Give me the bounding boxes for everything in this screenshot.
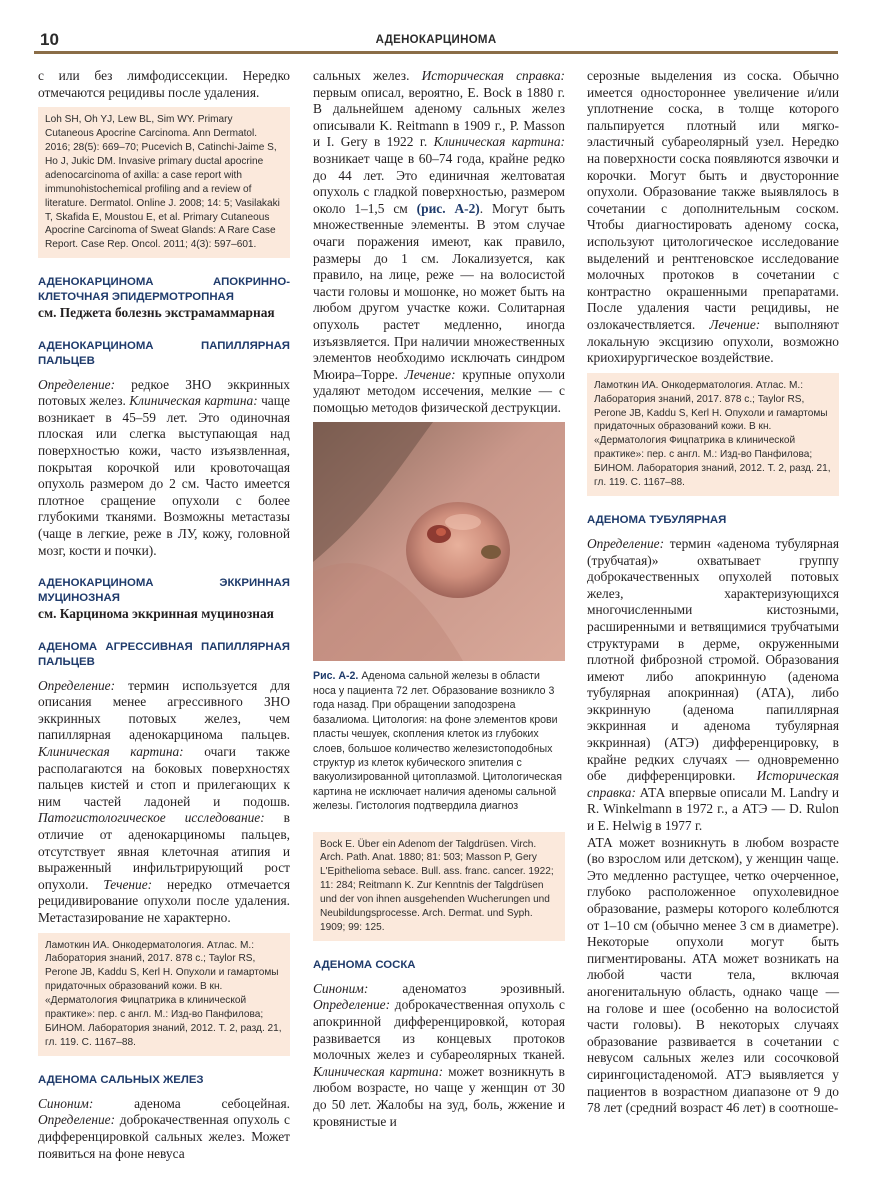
sebaceous-adenoma-photo [313, 422, 565, 661]
see-reference: см. Педжета болезнь экстрамаммарная [38, 305, 275, 321]
entry-heading: АДЕНОКАРЦИНОМА ПАПИЛЛЯРНАЯ ПАЛЬЦЕВ [38, 339, 290, 367]
figure-label: Рис. А-2. [313, 670, 359, 683]
label: Определение: [313, 997, 391, 1013]
paragraph: Определение: термин «аденома тубулярная (трубчатая)» охватывает группу доброкачественных опухолей потовых желез, характеризующихся многочисленными кистозными, расширенными и ветвящимися трубчатыми структурами в дерме, окруженными плотной фиброзной стромой. Образования имеют либо апокринную (аденома тубулярная апокринная) (АТА), либо эккринную (аденома папиллярная эккринная и аденома тубулярная эккринная) (АТЭ) дифференцировку, в крайне редких случаях — одновременно обе дифференцировки. Историческая справка: АТА впервые описали M. Landry и R. Winkelmann в 1972 г., а АТЭ — D. Rulon и E. Helwig в 1977 г. [587, 535, 839, 834]
see-reference: см. Карцинома эккринная муцинозная [38, 606, 274, 622]
label: Течение: [103, 876, 153, 892]
reference-box: Bock E. Über ein Adenom der Talgdrüsen. Virch. Arch. Path. Anat. 1880; 81: 503; Masson P, Gery L'Epithelioma sebace. Bull. ass. franc. cancer. 1922; 11: 284; Reitmann K. Zur Kenntnis der Talgdrüsen und der von ihnen ausgehenden Wucherungen und Neubildungsprocesse. Arch. Dermat. und Syph. 1909; 99: 125. [313, 832, 565, 941]
label: Лечение: [404, 366, 456, 382]
label: Определение: [38, 677, 116, 693]
label: Определение: [587, 535, 665, 551]
label: Синоним: [313, 980, 369, 996]
figure-caption: Рис. А-2. Аденома сальной железы в области носа у пациента 72 лет. Образование возникло 3 года назад. При обращении заподозрена базалиома. Цитология: на фоне элементов крови пласты чешуек, скопления клеток из глубоких слоев, большое количество железистоподобных структур из клеток кубического эпителия с вакуолизированной цитоплазмой. Цитологическая картина не исключает наличия аденомы сальной железы. Гистология подтвердила диагноз [313, 670, 562, 813]
clinical-photo [313, 422, 565, 661]
header-rule [34, 51, 838, 54]
label: Определение: [38, 1112, 116, 1128]
reference-box: Ламоткин ИА. Онкодерматология. Атлас. М.: Лаборатория знаний, 2017. 878 с.; Taylor RS, Perone JB, Kaddu S, Kerl H. Опухоли и гамартомы придаточных образований кожи. В кн. «Дерматология Фицпатрика в клинической практике»: пер. с англ. М.: Изд-во Панфилова; БИНОМ. Лаборатория знаний, 2012. Т. 2, разд. 21, гл. 119. С. 1167–88. [38, 933, 290, 1056]
label: Историческая справка: [587, 768, 839, 800]
page-header [34, 28, 838, 54]
label: Определение: [38, 376, 116, 392]
paragraph: сальных желез. Историческая справка: первым описал, вероятно, E. Bock в 1880 г. В дальнейшем аденому сальных желез описывали K. Reitmann в 1909 г., P. Masson и I. Gery в 1922 г. Клиническая картина: возникает чаще в 60–74 года, крайне редко до 44 лет. Это единичная желтоватая опухоль с гладкой поверхностью, размером около 1–1,5 см (рис. А-2). Могут быть множественные элементы. В этом случае очаги поражения имеют, как правило, размеры до 1 см. Локализуется, как правило, на лице, реже — на волосистой части головы и мошонке, но может быть на любом другом участке кожи. Солитарная опухоль растет медленно, иногда изъязвляется. При наличии множественных элементов необходимо исключать синдром Мюира–Торре. Лечение: крупные опухоли удаляют методом иссечения, мелкие — с помощью методов физической деструкции. [313, 68, 566, 415]
page-number: 10 [40, 30, 59, 49]
reference-box: Loh SH, Oh YJ, Lew BL, Sim WY. Primary Cutaneous Apocrine Carcinoma. Ann Dermatol. 2016; 28(5): 669–70; Pucevich B, Catinchi-Jaime S, Ho J, Jukic DM. Invasive primary ductal apocrine adenocarcinoma of axilla: a case report with immunohistochemical profiling and a review of literature. Dermatol. Online J. 2008; 14: 5; Vasilakaki T, Skafida E, Moustou E, et al. Primary Cutaneous Apocrine Carcinoma of Sweat Glands: A Rare Case Report. Case Rep. Oncol. 2011; 4(3): 597–601. [38, 107, 290, 258]
running-title: АДЕНОКАРЦИНОМА [375, 34, 497, 46]
entry-heading: АДЕНОКАРЦИНОМА АПОКРИННО-КЛЕТОЧНАЯ ЭПИДЕРМОТРОПНАЯ [38, 276, 290, 304]
paragraph: серозные выделения из соска. Обычно имеется одностороннее увеличение и/или уплотнение соска, в толще которого пальпируется плотный или мягко-эластичный субареолярный узел. Нередко на поверхности соска появляются язвочки и корочки. Могут быть и двусторонние опухоли. Образование также выявлялось в сочетании с дополнительным соском. Чтобы диагностировать аденому соска, используют цитологическое исследование выделений и рентгеновское исследование молочных протоков в сочетании с контрастно окрашенными препаратами. После удаления части рецидивы, не озлокачествляется. Лечение: выполняют локальную эксцизию опухоли, возможно криохирургическое воздействие. [587, 68, 839, 366]
entry-heading: АДЕНОМА АГРЕССИВНАЯ ПАПИЛЛЯРНАЯ ПАЛЬЦЕВ [38, 640, 290, 668]
paragraph: с или без лимфодиссекции. Нередко отмечаются рецидивы после удаления. [38, 68, 290, 100]
label: Клиническая картина: [38, 743, 184, 759]
paragraph: АТА может возникнуть в любом возрасте (во взрослом или детском), у женщин чаще. Это медленно растущее, четко очерченное, глубоко расположенное опухолевидное образование, размеры которого колеблются от 1–10 см (обычно менее 3 см в диаметре). Некоторые опухоли могут быть пигментированы. АТА может возникать на любой части тела, включая аногенитальную область, однако чаще — на голове и шее (особенно на волосистой части головы). В некоторых случаях образование развивается в сочетании с невусом сальных желез или сосочковой сирингоцистаденомой. АТЭ выявляется у пациентов в возрастном диапазоне от 9 до 78 лет (средний возраст 46 лет) в соотноше- [587, 834, 839, 1116]
figure-link[interactable]: (рис. А-2) [416, 200, 480, 216]
column-3 [587, 68, 839, 1117]
paragraph: Синоним: аденома себоцейная. Определение: доброкачественная опухоль с дифференцировкой сальных желез. Может появиться на фоне невуса [38, 1095, 290, 1161]
entry-heading: АДЕНОМА ТУБУЛЯРНАЯ [587, 513, 727, 526]
column-2 [313, 68, 565, 1130]
column-1 [38, 68, 290, 1162]
label: Историческая справка: [421, 68, 565, 83]
entry-heading: АДЕНОКАРЦИНОМА ЭККРИННАЯ МУЦИНОЗНАЯ [38, 577, 290, 605]
paragraph: Определение: редкое ЗНО эккринных потовых желез. Клиническая картина: чаще возникает в 45–59 лет. Это одиночная плоская или слегка выступающая над поверхностью кожи, часто изъязвленная, покрытая корочкой или кровоточащая опухоль размером до 2 см. Часто имеется плотное сращение опухоли с более глубокими тканями. Возможны метастазы (чаще в легкие, реже в ЛУ, кожу, головной мозг, кости и почки). [38, 376, 290, 558]
label: Патогистологическое исследование: [38, 810, 265, 826]
label: Синоним: [38, 1095, 94, 1111]
label: Лечение: [709, 316, 761, 332]
entry-heading: АДЕНОМА САЛЬНЫХ ЖЕЛЕЗ [38, 1073, 204, 1086]
reference-box: Ламоткин ИА. Онкодерматология. Атлас. М.: Лаборатория знаний, 2017. 878 с.; Taylor RS, Perone JB, Kaddu S, Kerl H. Опухоли и гамартомы придаточных образований кожи. В кн. «Дерматология Фицпатрика в клинической практике»: пер. с англ. М.: Изд-во Панфилова; БИНОМ. Лаборатория знаний, 2012. Т. 2, разд. 21, гл. 119. С. 1167–88. [587, 373, 839, 496]
label: Клиническая картина: [313, 1063, 444, 1079]
label: Клиническая картина: [129, 393, 258, 409]
label: Клиническая картина: [433, 134, 565, 150]
paragraph: Синоним: аденоматоз эрозивный. Определение: доброкачественная опухоль с апокринной дифференцировкой, которая развивается из концевых протоков молочных желез и субареолярных тканей. Клиническая картина: может возникнуть в любом возрасте, но чаще у женщин от 30 до 50 лет. Жалобы на зуд, боль, жжение и кровянистые и [313, 980, 565, 1129]
entry-heading: АДЕНОМА СОСКА [313, 958, 416, 971]
paragraph: Определение: термин используется для описания менее агрессивного ЗНО эккринных потовых желез, чем папиллярная аденокарцинома пальцев. Клиническая картина: очаги также располагаются на боковых поверхностях пальцев кистей и стоп и прилегающих к ним частей ладоней и подошв. Патогистологическое исследование: в отличие от аденокарциномы пальцев, отсутствует явная клеточная атипия и выраженный инфильтрирующий рост опухоли. Течение: нередко отмечается рецидивирование опухоли после удаления. Метастазирование не характерно. [38, 677, 291, 925]
